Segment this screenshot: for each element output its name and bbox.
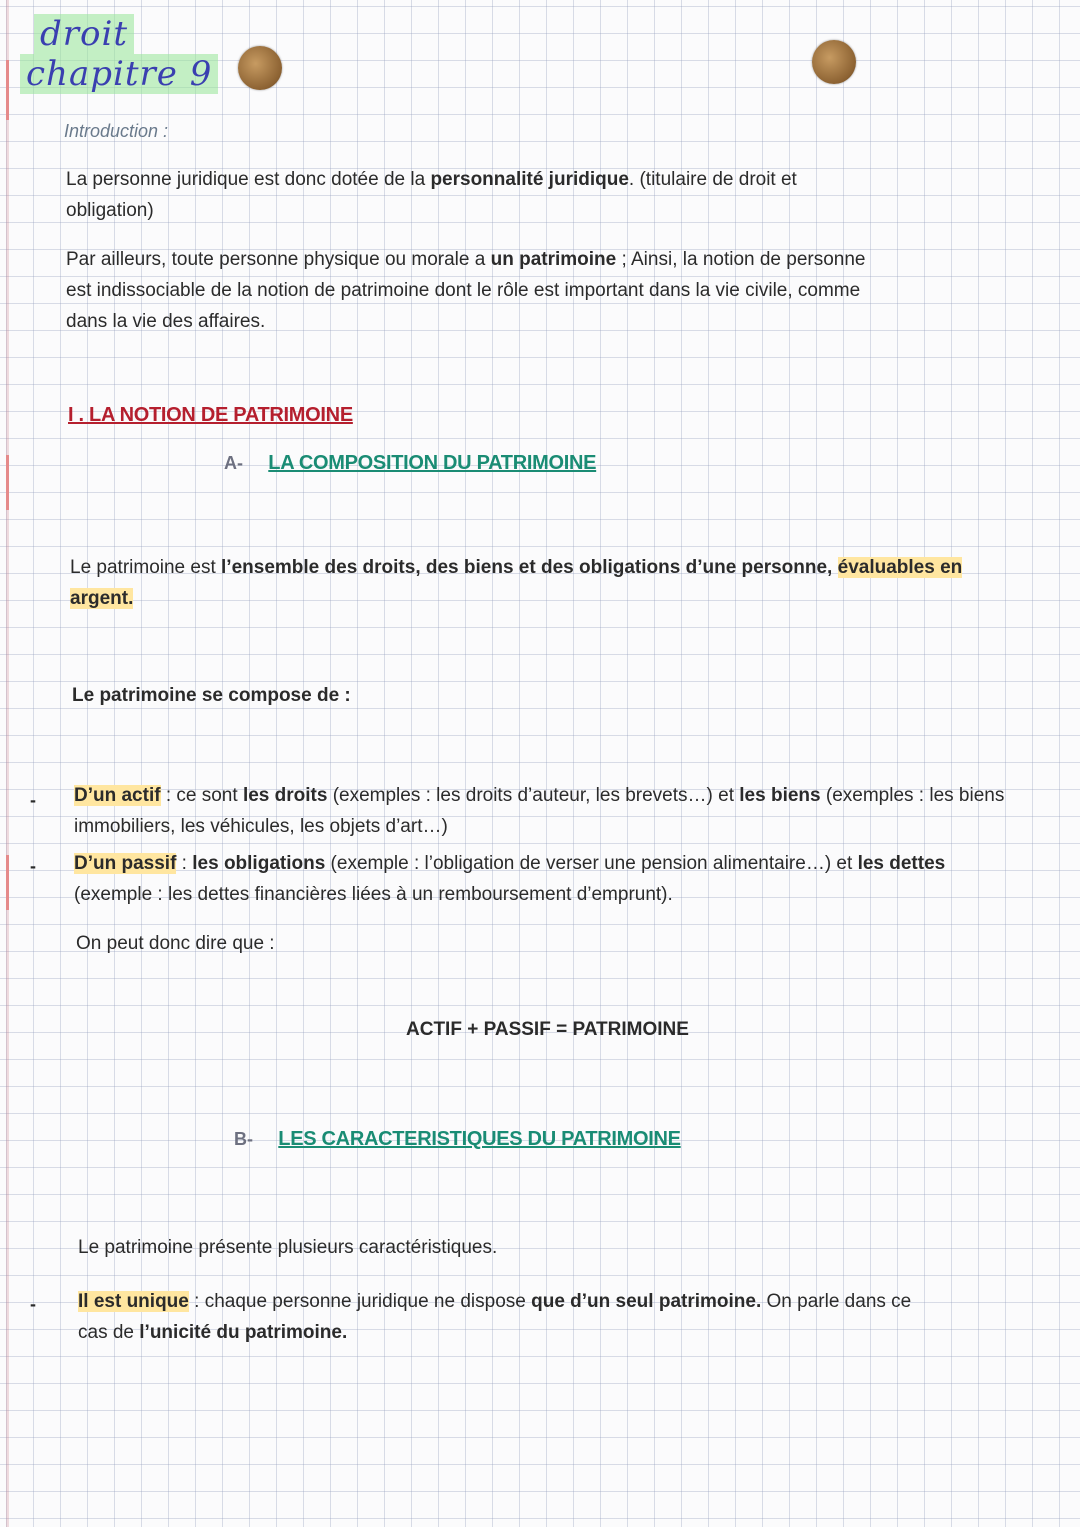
binder-hole-right — [812, 40, 856, 84]
compose-label: Le patrimoine se compose de : — [72, 685, 351, 706]
passif-item: D’un passif : les obligations (exemple : l’obligation de verser une pension alimentaire…) et les dettes (exemple : les dettes financières liées à un remboursement d’emprunt). — [74, 853, 946, 905]
subsection-a-title: LA COMPOSITION DU PATRIMOINE — [268, 452, 597, 474]
bullet-dash: - — [30, 856, 36, 876]
subject-title: droit — [34, 14, 134, 54]
subsection-b-title: LES CARACTERISTIQUES DU PATRIMOINE — [278, 1128, 681, 1150]
intro-label: Introduction : — [64, 121, 169, 141]
formula: ACTIF + PASSIF = PATRIMOINE — [406, 1019, 689, 1040]
intro-paragraph-1: La personne juridique est donc dotée de la personnalité juridique. (titulaire de droit et obligation) — [66, 169, 797, 221]
margin-line — [6, 0, 9, 1527]
unique-item: Il est unique : chaque personne juridique ne dispose que d’un seul patrimoine. On parle dans ce cas de l’unicité du patrimoine. — [78, 1291, 912, 1343]
subsection-b-heading: B- LES CARACTERISTIQUES DU PATRIMOINE — [234, 1128, 681, 1150]
characteristics-intro: Le patrimoine présente plusieurs caractéristiques. — [78, 1237, 498, 1258]
margin-mark — [6, 455, 9, 510]
bullet-dash: - — [30, 1294, 36, 1314]
subsection-a-heading: A- LA COMPOSITION DU PATRIMOINE — [224, 452, 597, 474]
definition: Le patrimoine est l’ensemble des droits, des biens et des obligations d’une personne, évaluables en argent. — [70, 557, 963, 609]
margin-mark — [6, 60, 9, 120]
binder-hole-left — [238, 46, 282, 90]
chapter-title: chapitre 9 — [20, 54, 218, 94]
intro-paragraph-2: Par ailleurs, toute personne physique ou morale a un patrimoine ; Ainsi, la notion de personne est indissociable de la notion de patrimoine dont le rôle est important dans la vie civile, comme dans la vie des affaires. — [66, 249, 866, 332]
section-title: I . LA NOTION DE PATRIMOINE — [68, 404, 353, 426]
bullet-dash: - — [30, 790, 36, 810]
margin-mark — [6, 855, 9, 910]
conclusion: On peut donc dire que : — [76, 933, 275, 954]
actif-item: D’un actif : ce sont les droits (exemples : les droits d’auteur, les brevets…) et les biens (exemples : les biens immobiliers, les véhicules, les objets d’art…) — [74, 785, 1005, 837]
